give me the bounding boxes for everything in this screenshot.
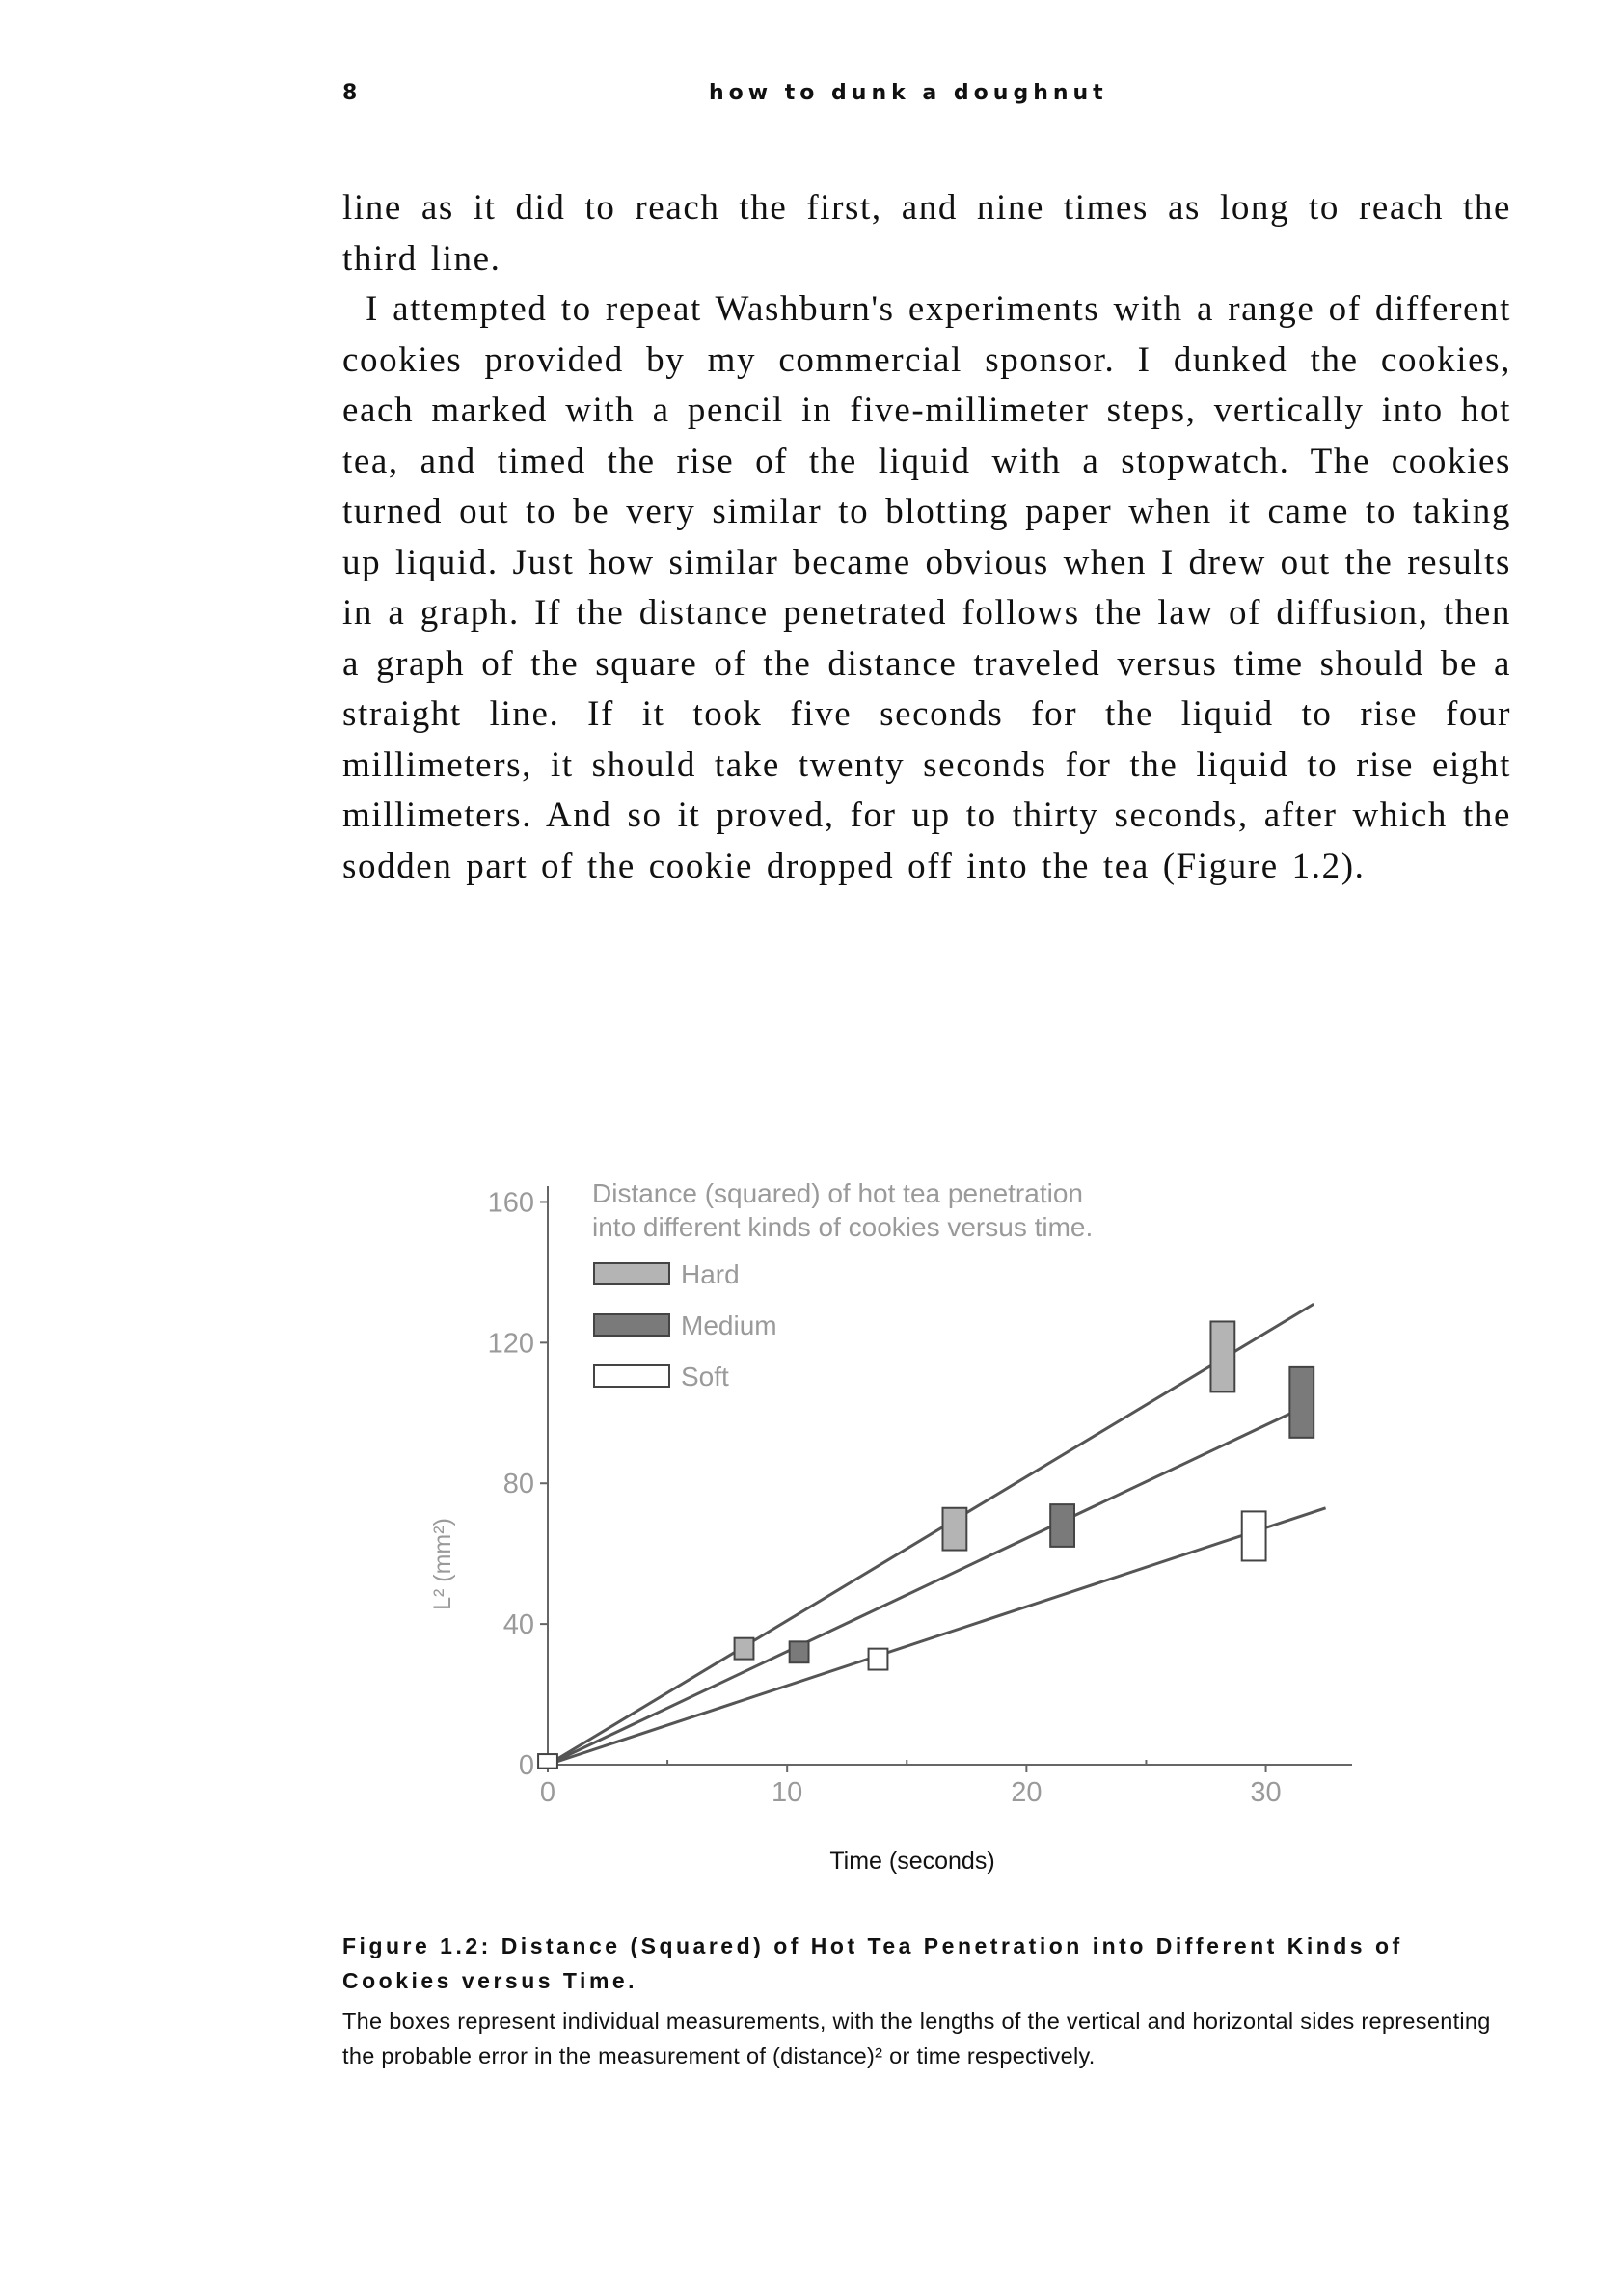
point-medium-1 (790, 1641, 809, 1662)
legend-swatch-soft (594, 1365, 669, 1387)
paragraph-washburn-experiment: I attempted to repeat Washburn's experiments with a range of different cookies provided by my commercial sponsor. I dunked the cookies, each marked with a pencil in five-millimeter steps, vertically into hot tea, and timed the rise of the liquid with a stopwatch. The cookies turned out to be very similar to blotting paper when it came to taking up liquid. Just how similar became obvious when I drew out the results in a graph. If the distance penetrated follows the law of diffusion, then a graph of the square of the distance traveled versus time should be a straight line. If it took five seconds for the liquid to rise four millimeters, it should take twenty seconds for the liquid to rise eight millimeters. And so it proved, for up to thirty seconds, after which the sodden part of the cookie dropped off into the tea (Figure 1.2). (342, 289, 1511, 886)
caption-text: The boxes represent individual measurements, with the lengths of the vertical and horizontal sides representing the probable error in the measurement of (distance)² or time respectively. (342, 2009, 1491, 2068)
point-soft-3 (1242, 1511, 1266, 1560)
fit-line-medium (548, 1402, 1314, 1765)
legend-swatch-medium (594, 1314, 669, 1336)
point-medium-2 (1050, 1504, 1074, 1547)
x-axis-label: Time (seconds) (829, 1848, 995, 1875)
fit-line-soft (548, 1508, 1326, 1765)
x-tick-label-20: 20 (1011, 1777, 1043, 1808)
legend-label-medium: Medium (681, 1310, 777, 1340)
legend-label-soft: Soft (681, 1362, 729, 1391)
page-number: 8 (342, 81, 358, 105)
y-tick-label-40: 40 (502, 1609, 534, 1641)
figure-1-2 (405, 1167, 1369, 1929)
point-hard-3 (1210, 1321, 1234, 1391)
chart-title-line-2: into different kinds of cookies versus time. (592, 1212, 1094, 1242)
running-title: how to dunk a doughnut (709, 81, 1108, 105)
point-soft-1 (538, 1754, 557, 1769)
x-tick-label-30: 30 (1250, 1777, 1282, 1808)
body-text (342, 183, 1511, 892)
figure-caption (342, 1929, 1519, 2073)
x-tick-label-10: 10 (772, 1777, 803, 1808)
point-hard-1 (735, 1638, 754, 1660)
paragraph-continuation: line as it did to reach the first, and nine times as long to reach the third line. (342, 188, 1511, 279)
penetration-chart (405, 1167, 1369, 1929)
y-tick-label-120: 120 (487, 1328, 534, 1360)
y-tick-label-80: 80 (502, 1469, 534, 1500)
caption-title: Figure 1.2: Distance (Squared) of Hot Tea Penetration into Different Kinds of Cookies versus Time. (342, 1933, 1403, 1993)
point-soft-2 (869, 1649, 888, 1670)
chart-title-line-1: Distance (squared) of hot tea penetration (592, 1178, 1083, 1208)
y-tick-label-160: 160 (487, 1187, 534, 1219)
x-tick-label-0: 0 (539, 1777, 556, 1808)
y-tick-label-0: 0 (518, 1750, 534, 1781)
y-axis-label: L² (mm²) (429, 1518, 456, 1610)
point-medium-3 (1289, 1367, 1314, 1438)
point-hard-2 (943, 1508, 967, 1551)
legend-label-hard: Hard (681, 1259, 740, 1289)
legend-swatch-hard (594, 1263, 669, 1284)
running-header (342, 81, 1519, 110)
